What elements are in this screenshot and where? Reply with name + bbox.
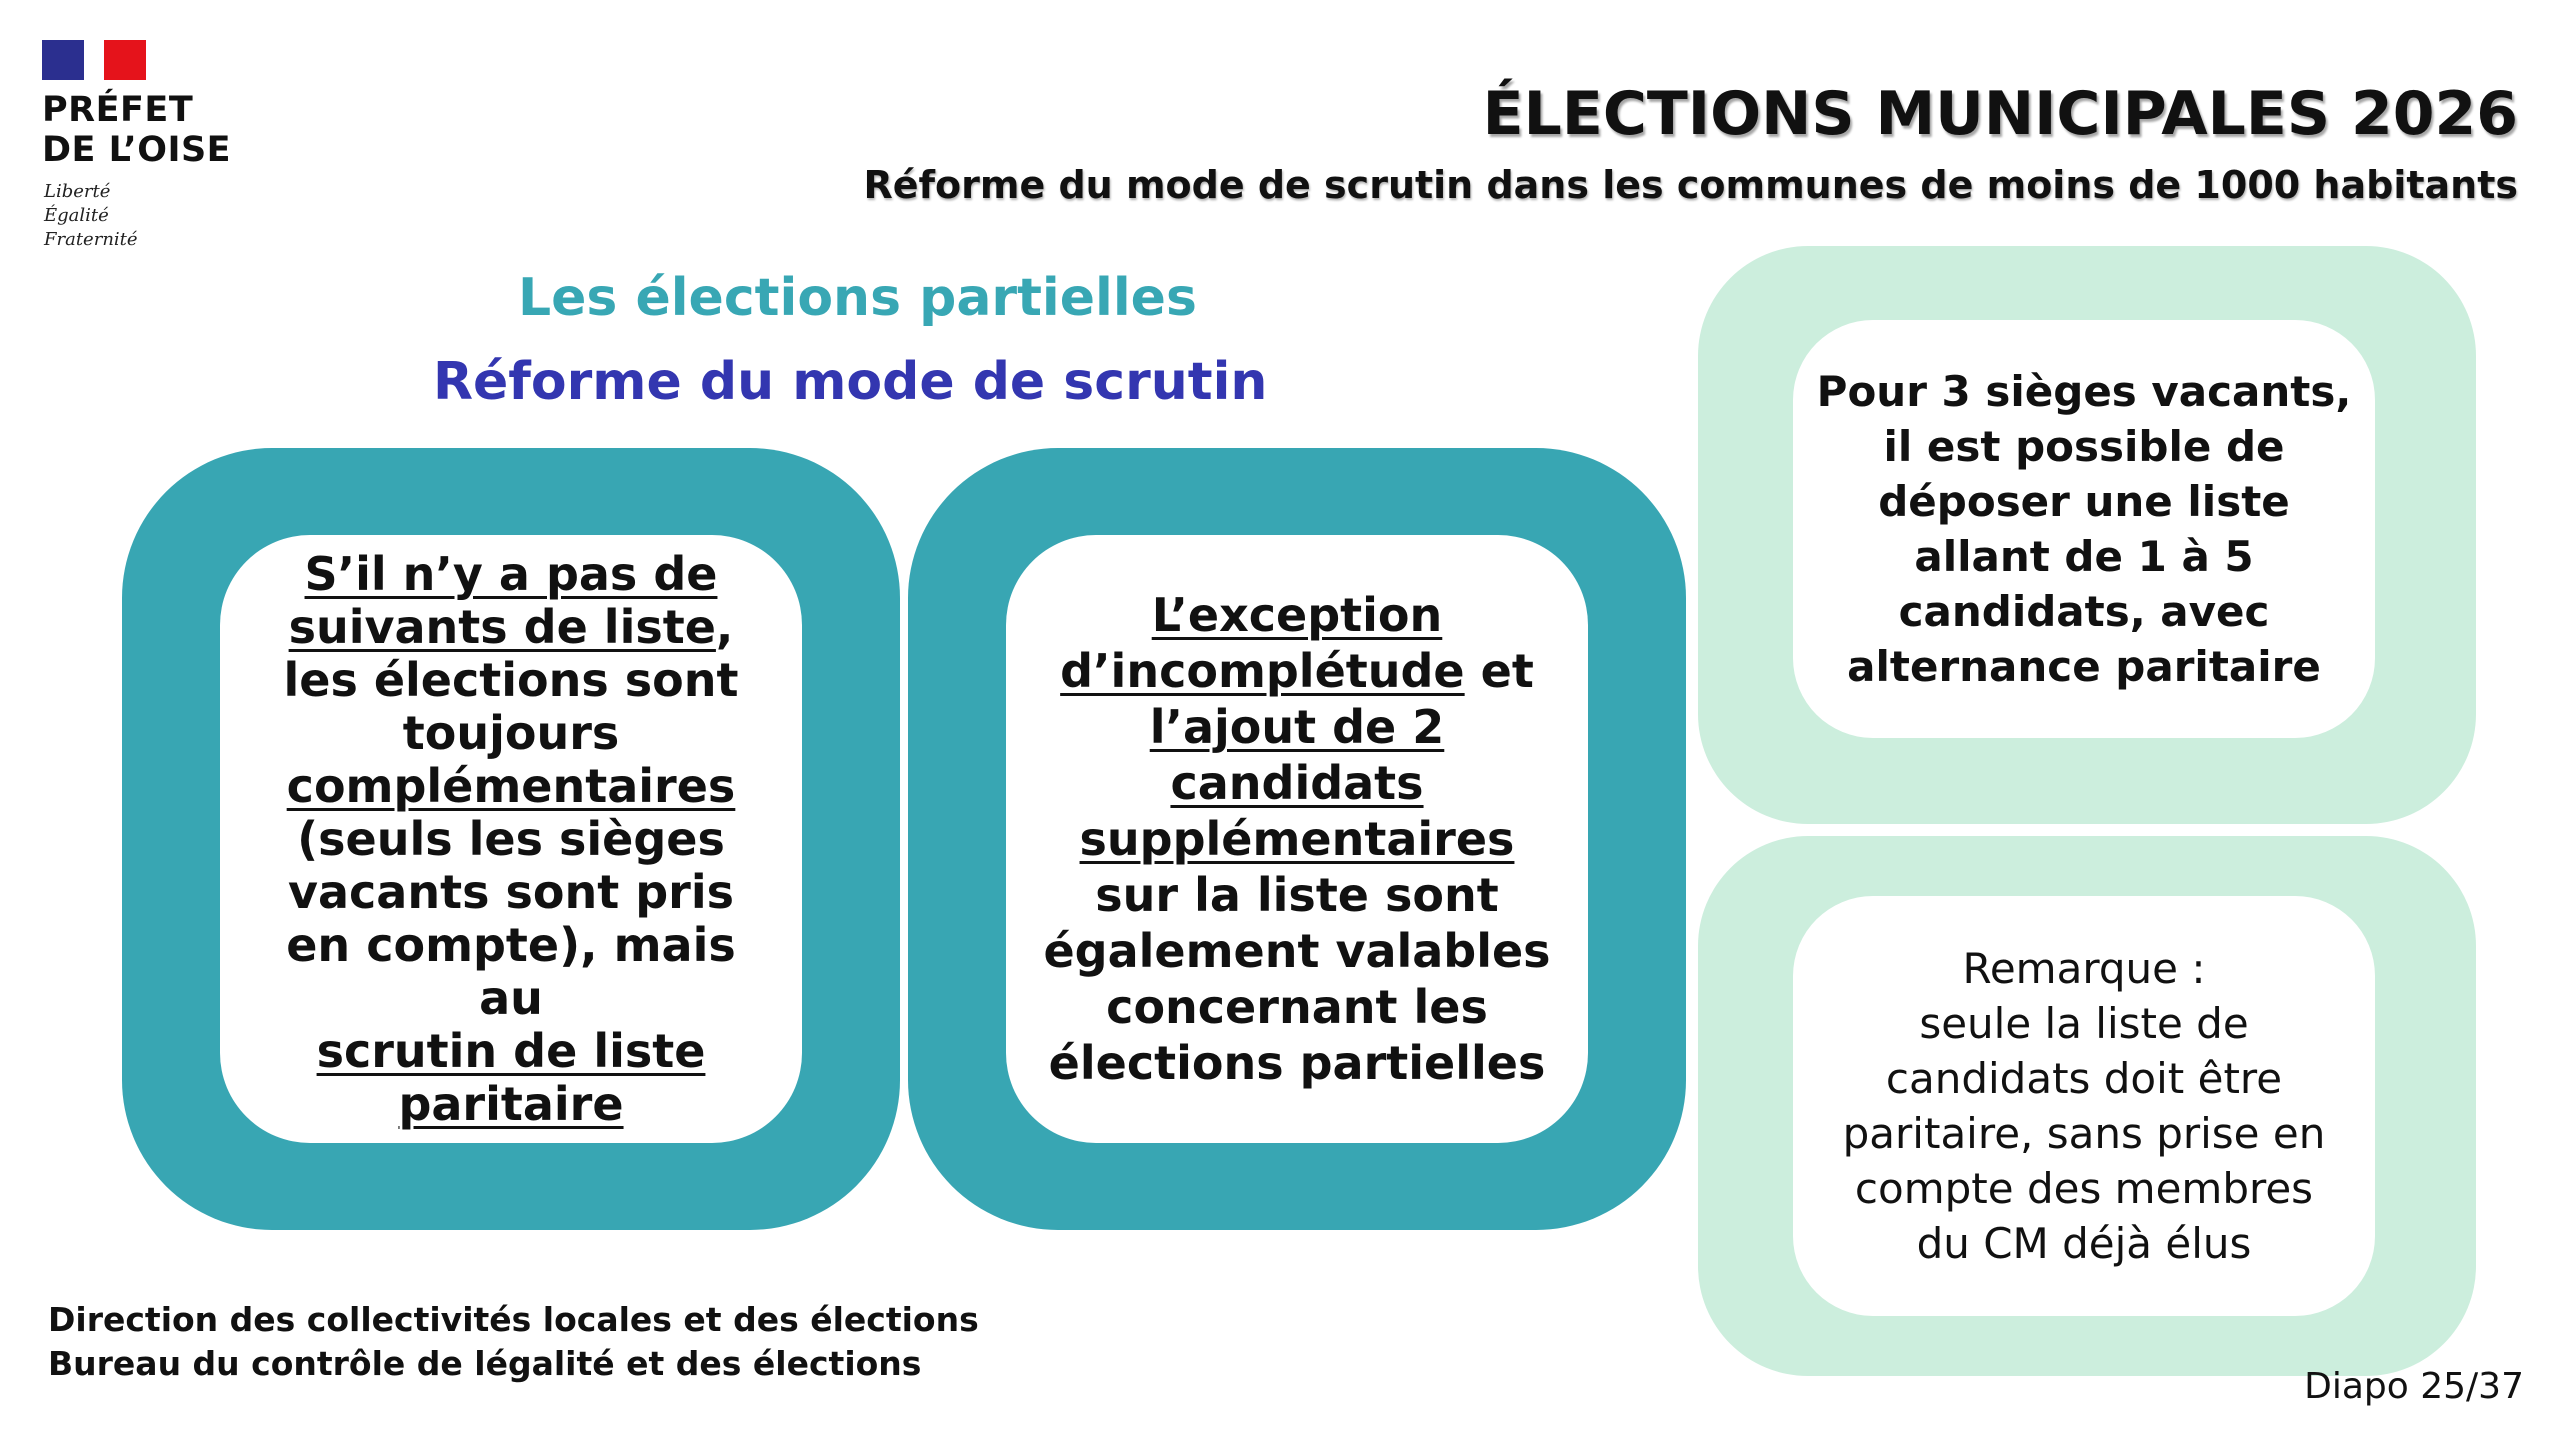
footer-direction: Direction des collectivités locales et des élections bbox=[48, 1300, 979, 1339]
remark-label: Remarque : bbox=[1962, 944, 2206, 993]
prefecture-name-line1: PRÉFET bbox=[42, 90, 194, 130]
republic-motto bbox=[44, 180, 138, 252]
card2-underline-2: l’ajout de 2 candidats supplémentaires bbox=[1079, 700, 1515, 866]
motto-egalite: Égalité bbox=[44, 205, 109, 226]
info-card-2-text bbox=[1032, 587, 1562, 1091]
info-card-1-text bbox=[251, 548, 771, 1131]
info-card-3 bbox=[1793, 320, 2375, 738]
section-title-reforme: Réforme du mode de scrutin bbox=[433, 352, 1268, 412]
card1-underline-4: scrutin de liste paritaire bbox=[316, 1023, 706, 1131]
footer bbox=[48, 1298, 979, 1386]
remark-text: seule la liste de candidats doit être paritaire, sans prise en compte des membres du CM déjà élus bbox=[1842, 999, 2326, 1268]
marianne-flag-icon bbox=[42, 40, 146, 80]
card1-underline-1: S’il n’y a pas de bbox=[304, 546, 718, 601]
card1-text-2: (seuls les sièges vacants sont pris en compte), mais au bbox=[286, 811, 736, 1025]
footer-bureau: Bureau du contrôle de légalité et des élections bbox=[48, 1344, 922, 1383]
card1-underline-2: suivants de liste bbox=[288, 599, 716, 654]
motto-liberte: Liberté bbox=[44, 181, 111, 202]
card1-underline-3: complémentaires bbox=[286, 758, 736, 813]
prefecture-name-line2: DE L’OISE bbox=[42, 130, 232, 170]
info-card-1 bbox=[220, 535, 802, 1143]
prefecture-name bbox=[42, 90, 231, 170]
prefecture-logo bbox=[42, 40, 262, 260]
section-title-partielles: Les élections partielles bbox=[518, 268, 1197, 328]
card1-text-1: , les élections sont toujours bbox=[283, 599, 739, 760]
info-card-4-text bbox=[1824, 941, 2344, 1271]
info-card-2 bbox=[1006, 535, 1588, 1143]
slide-title: ÉLECTIONS MUNICIPALES 2026 bbox=[1482, 79, 2518, 149]
info-card-3-text: Pour 3 sièges vacants, il est possible de déposer une liste allant de 1 à 5 candidats, avec alternance paritaire bbox=[1816, 367, 2352, 691]
slide-subtitle: Réforme du mode de scrutin dans les communes de moins de 1000 habitants bbox=[863, 163, 2518, 207]
slide-number: Diapo 25/37 bbox=[2304, 1366, 2524, 1407]
info-card-4 bbox=[1793, 896, 2375, 1316]
card2-text-1: et bbox=[1464, 644, 1534, 698]
card2-text-2: sur la liste sont également valables concernant les élections partielles bbox=[1043, 868, 1551, 1090]
motto-fraternite: Fraternité bbox=[44, 229, 138, 250]
card2-underline-1: L’exception d’incomplétude bbox=[1060, 588, 1465, 698]
